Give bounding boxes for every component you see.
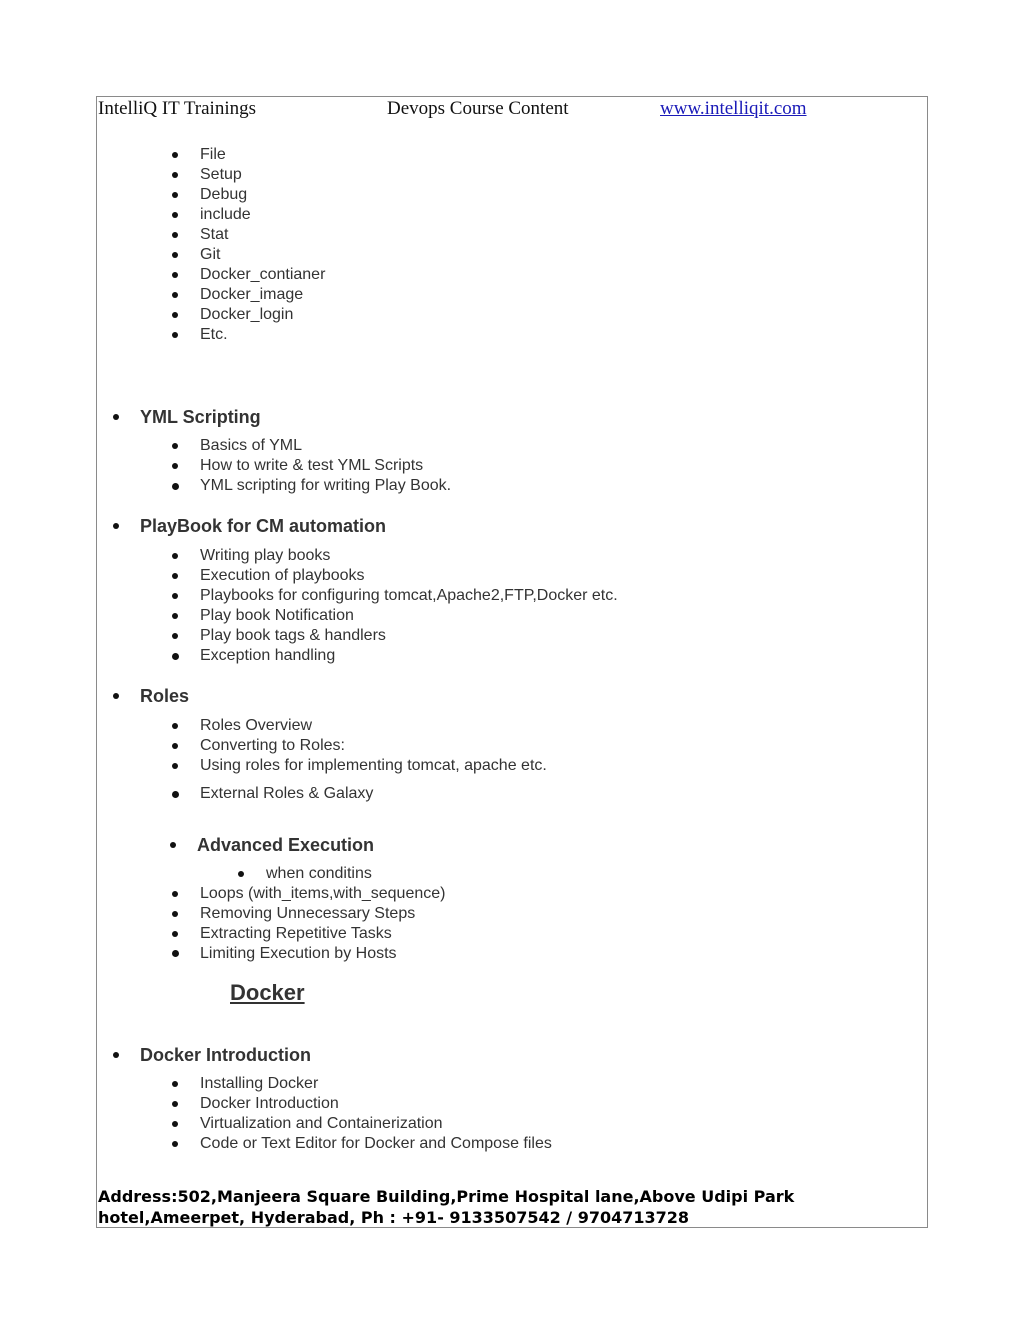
list-item: Loops (with_items,with_sequence) — [200, 885, 446, 902]
list-item: Converting to Roles: — [200, 737, 345, 754]
bullet-icon — [172, 743, 178, 749]
bullet-icon — [170, 842, 176, 848]
bullet-icon — [172, 633, 178, 639]
bullet-icon — [172, 613, 178, 619]
section-heading: Advanced Execution — [197, 835, 375, 855]
list-item: Setup — [200, 166, 242, 183]
header-company-name: IntelliQ IT Trainings — [98, 98, 256, 119]
bullet-icon — [172, 192, 178, 198]
bullet-icon — [113, 1052, 119, 1058]
bullet-icon — [172, 272, 178, 278]
bullet-icon — [172, 152, 178, 158]
bullet-icon — [172, 252, 178, 258]
bullet-icon — [172, 483, 179, 490]
bullet-icon — [172, 1141, 178, 1147]
list-item: Playbooks for configuring tomcat,Apache2,FTP,Docker etc. — [200, 587, 618, 604]
bullet-icon — [113, 523, 119, 529]
bullet-icon — [172, 891, 178, 897]
docker-section-title: Docker — [230, 980, 305, 1005]
bullet-icon — [172, 292, 178, 298]
bullet-icon — [172, 950, 179, 957]
bullet-icon — [113, 414, 119, 420]
list-item: External Roles & Galaxy — [200, 785, 374, 802]
bullet-icon — [172, 332, 178, 338]
bullet-icon — [172, 1121, 178, 1127]
header-course-title: Devops Course Content — [387, 98, 569, 119]
list-item: Installing Docker — [200, 1075, 319, 1092]
list-item: Roles Overview — [200, 717, 313, 734]
list-item: Docker_contianer — [200, 266, 326, 283]
list-item: Docker_image — [200, 286, 304, 303]
bullet-icon — [172, 553, 178, 559]
footer-address-line-2: hotel,Ameerpet, Hyderabad, Ph : +91- 9133507542 / 9704713728 — [98, 1208, 690, 1227]
list-item: Docker_login — [200, 306, 294, 323]
list-item: Exception handling — [200, 647, 336, 664]
list-item: include — [200, 206, 251, 223]
footer-address-line-1: Address:502,Manjeera Square Building,Prime Hospital lane,Above Udipi Park — [98, 1187, 795, 1206]
list-item: Stat — [200, 226, 229, 243]
bullet-icon — [172, 232, 178, 238]
list-item: Play book tags & handlers — [200, 627, 386, 644]
bullet-icon — [172, 653, 179, 660]
section-heading: PlayBook for CM automation — [140, 516, 387, 536]
list-item: File — [200, 146, 226, 163]
section-heading: Roles — [140, 686, 190, 706]
list-item: Limiting Execution by Hosts — [200, 945, 397, 962]
list-item: Writing play books — [200, 547, 331, 564]
bullet-icon — [172, 1101, 178, 1107]
bullet-icon — [172, 463, 178, 469]
list-item: Docker Introduction — [200, 1095, 339, 1112]
list-item: Etc. — [200, 326, 228, 343]
list-item: Extracting Repetitive Tasks — [200, 925, 392, 942]
list-item: How to write & test YML Scripts — [200, 457, 424, 474]
section-heading: Docker Introduction — [140, 1045, 312, 1065]
bullet-icon — [113, 693, 119, 699]
list-item: Git — [200, 246, 221, 263]
bullet-icon — [172, 593, 178, 599]
list-item: Virtualization and Containerization — [200, 1115, 443, 1132]
bullet-icon — [238, 871, 244, 877]
list-item: Removing Unnecessary Steps — [200, 905, 416, 922]
bullet-icon — [172, 573, 178, 579]
section-heading: YML Scripting — [140, 407, 261, 427]
bullet-icon — [172, 172, 178, 178]
bullet-icon — [172, 911, 178, 917]
bullet-icon — [172, 931, 178, 937]
list-item: Using roles for implementing tomcat, apache etc. — [200, 757, 547, 774]
list-item: Execution of playbooks — [200, 567, 365, 584]
bullet-icon — [172, 212, 178, 218]
list-item: YML scripting for writing Play Book. — [200, 477, 452, 494]
list-item: Play book Notification — [200, 607, 354, 624]
header-website-link[interactable]: www.intelliqit.com — [660, 98, 807, 119]
list-item: when conditins — [266, 865, 372, 882]
list-item: Basics of YML — [200, 437, 302, 454]
list-item: Debug — [200, 186, 248, 203]
footer-address — [98, 1186, 898, 1228]
bullet-icon — [172, 791, 179, 798]
bullet-icon — [172, 763, 178, 769]
bullet-icon — [172, 312, 178, 318]
list-item: Code or Text Editor for Docker and Compose files — [200, 1135, 552, 1152]
bullet-icon — [172, 443, 178, 449]
bullet-icon — [172, 723, 178, 729]
bullet-icon — [172, 1081, 178, 1087]
